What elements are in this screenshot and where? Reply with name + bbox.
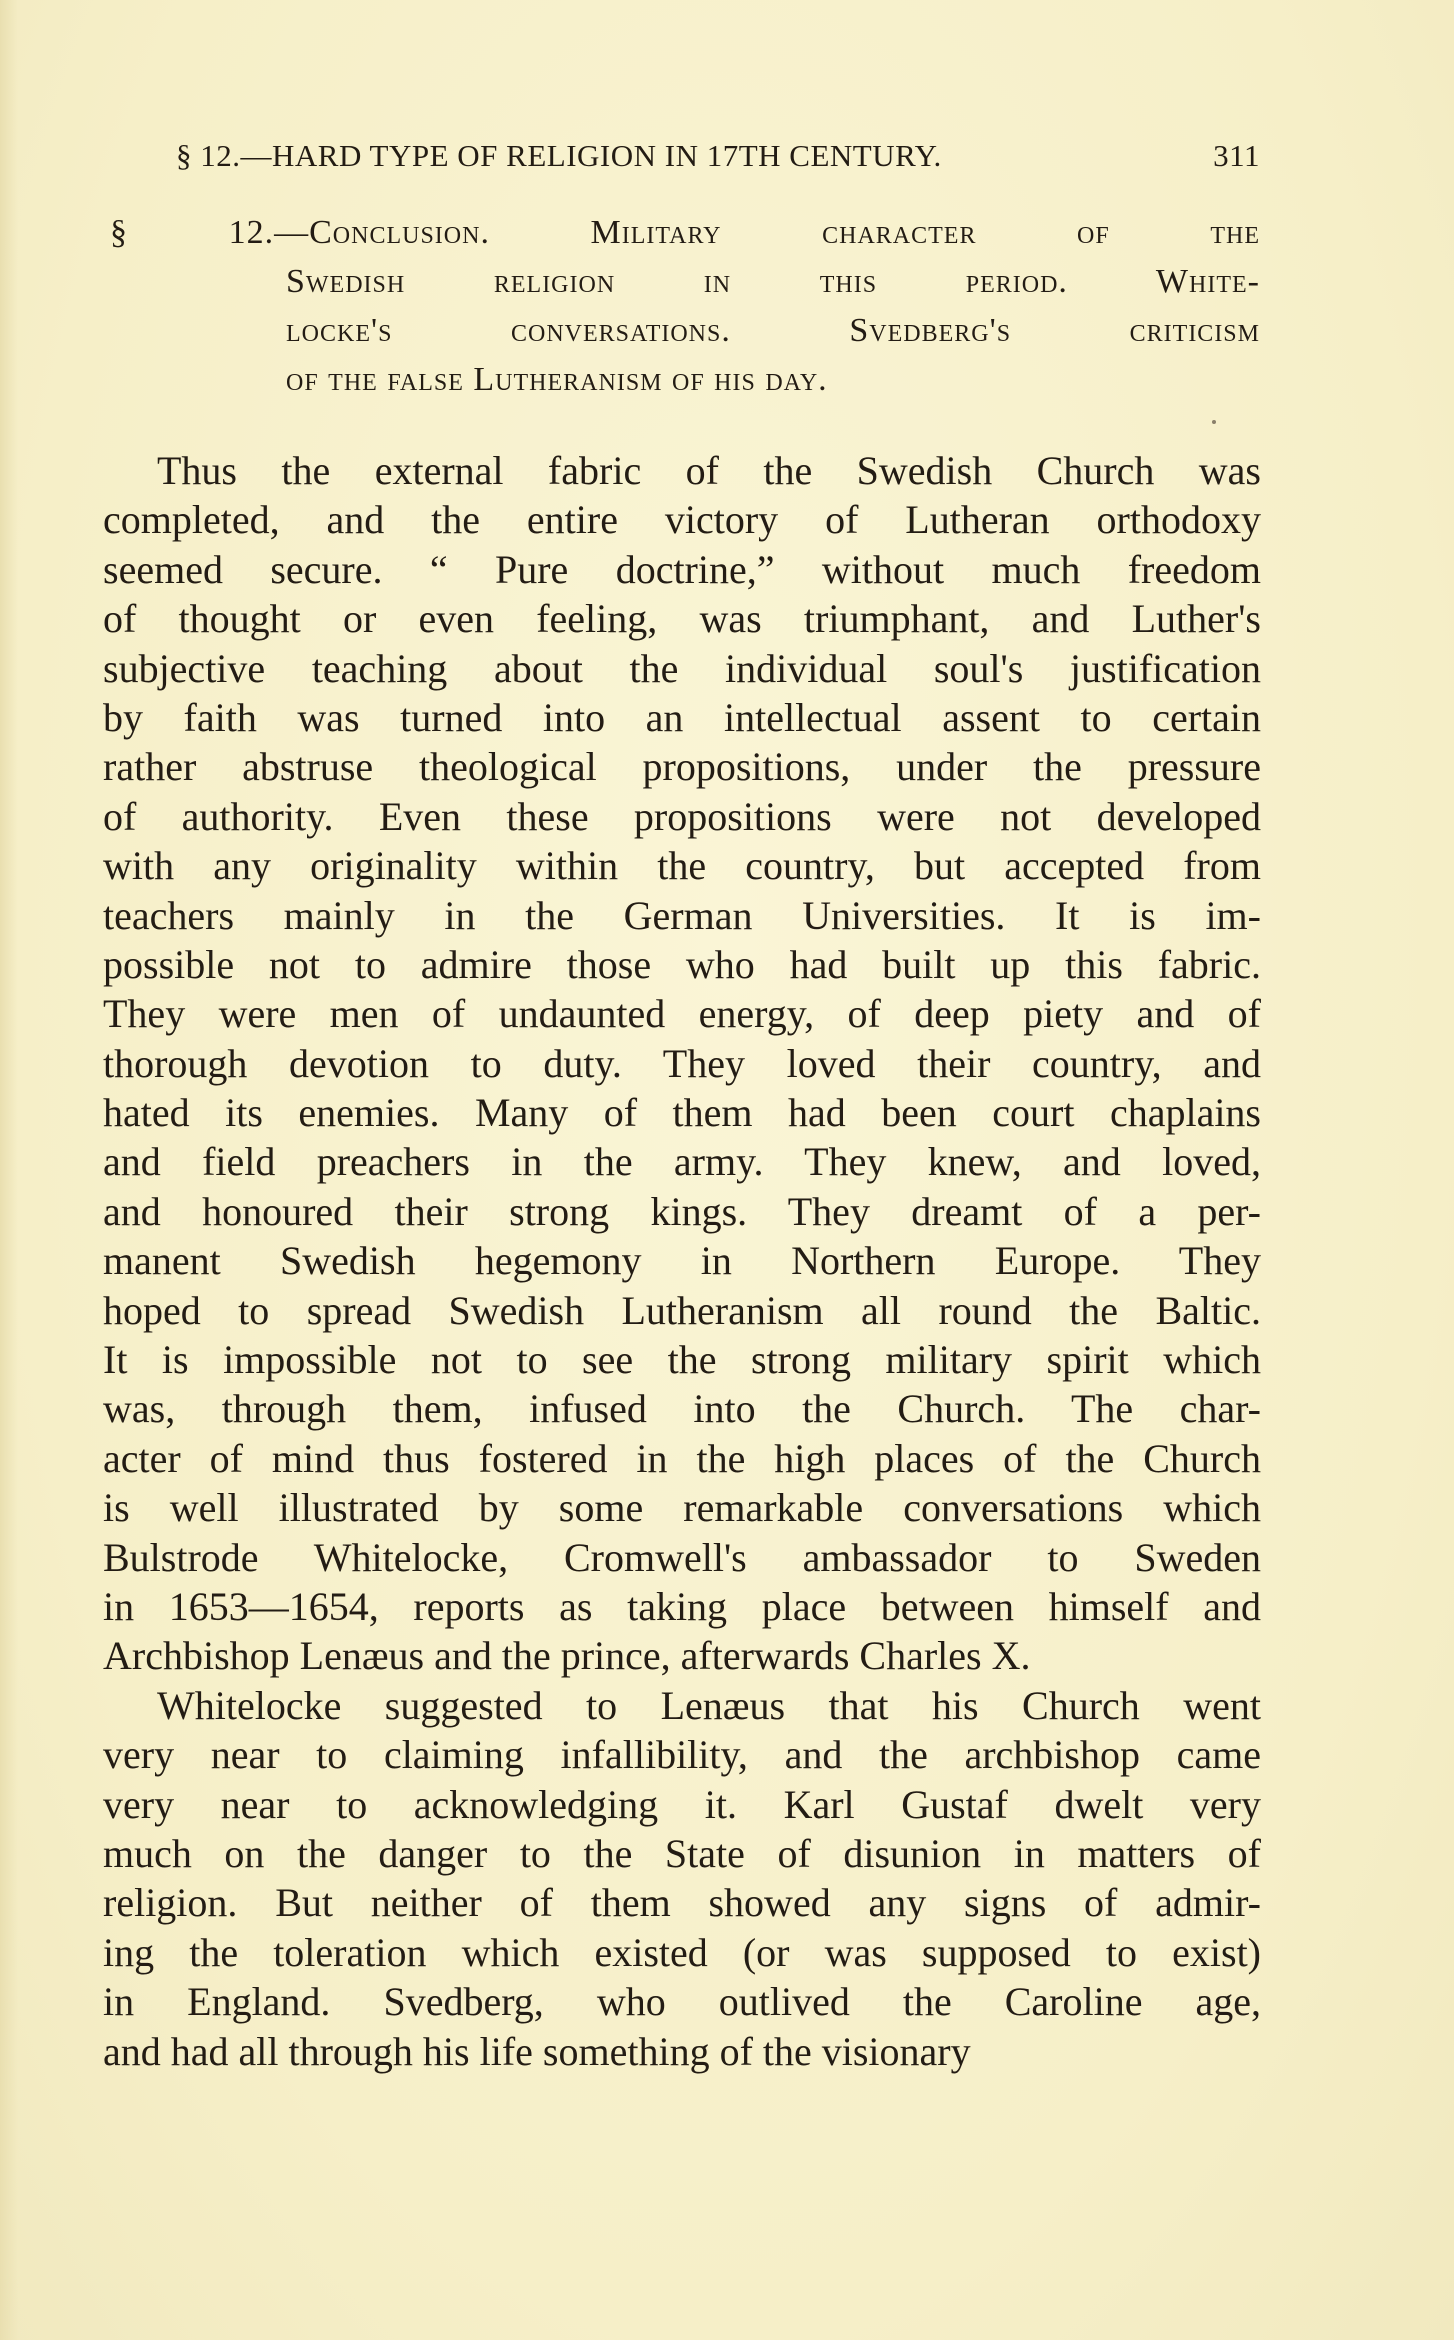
paragraph-line: in 1653—1654, reports as taking place between himself and xyxy=(103,1583,1261,1629)
section-heading-line: of the false Lutheranism of his day. xyxy=(286,361,828,398)
paragraph-line: acter of mind thus fostered in the high places of the Church xyxy=(103,1435,1261,1481)
paragraph-line: Bulstrode Whitelocke, Cromwell's ambassador to Sweden xyxy=(103,1534,1261,1580)
paragraph-first-line: Whitelocke suggested to Lenæus that his Church went xyxy=(157,1682,1261,1728)
paragraph-line: subjective teaching about the individual soul's justification xyxy=(103,645,1261,691)
paragraph-line: Archbishop Lenæus and the prince, afterwards Charles X. xyxy=(103,1633,1031,1679)
paragraph-first-line: Thus the external fabric of the Swedish Church was xyxy=(157,448,1261,493)
paragraph-line: of thought or even feeling, was triumphant, and Luther's xyxy=(103,596,1261,642)
print-speck xyxy=(1212,420,1216,424)
paragraph-line: of authority. Even these propositions were not developed xyxy=(103,793,1261,839)
paragraph-line: manent Swedish hegemony in Northern Europe. They xyxy=(103,1238,1261,1284)
running-head-title: § 12.—HARD TYPE OF RELIGION IN 17TH CENTURY. xyxy=(176,138,942,173)
paragraph-line: hated its enemies. Many of them had been court chaplains xyxy=(103,1090,1261,1136)
paragraph-line: It is impossible not to see the strong military spirit which xyxy=(103,1337,1261,1383)
paragraph-line: very near to acknowledging it. Karl Gustaf dwelt very xyxy=(103,1781,1261,1827)
paragraph-line: much on the danger to the State of disunion in matters of xyxy=(103,1830,1261,1876)
paragraph-line: with any originality within the country, but accepted from xyxy=(103,843,1261,889)
paragraph-line: teachers mainly in the German Universities. It is im- xyxy=(103,892,1261,938)
paragraph-line: seemed secure. “ Pure doctrine,” without much freedom xyxy=(103,546,1261,592)
paragraph-line: completed, and the entire victory of Lutheran orthodoxy xyxy=(103,497,1261,543)
paragraph-line: and had all through his life something of the visionary xyxy=(103,2028,971,2074)
paragraph-line: thorough devotion to duty. They loved their country, and xyxy=(103,1040,1261,1086)
paragraph-line: by faith was turned into an intellectual assent to certain xyxy=(103,694,1261,740)
paragraph-line: is well illustrated by some remarkable conversations which xyxy=(103,1485,1261,1531)
paragraph-line: religion. But neither of them showed any signs of admir- xyxy=(103,1880,1261,1926)
page-edge-shadow xyxy=(0,0,18,2340)
paragraph-line: hoped to spread Swedish Lutheranism all round the Baltic. xyxy=(103,1287,1261,1333)
running-head xyxy=(176,138,1260,186)
paragraph-line: in England. Svedberg, who outlived the Caroline age, xyxy=(103,1979,1261,2025)
paragraph-line: possible not to admire those who had built up this fabric. xyxy=(103,941,1261,987)
paragraph-line: and field preachers in the army. They knew, and loved, xyxy=(103,1139,1261,1185)
body-text xyxy=(103,446,1261,2076)
paragraph-line: was, through them, infused into the Church. The char- xyxy=(103,1386,1261,1432)
page-number: 311 xyxy=(1213,138,1260,173)
section-heading-line: Swedish religion in this period. White- xyxy=(286,263,1260,300)
paragraph-line: They were men of undaunted energy, of deep piety and of xyxy=(103,991,1261,1037)
paragraph-line: ing the toleration which existed (or was supposed to exist) xyxy=(103,1929,1261,1975)
section-heading xyxy=(110,208,1260,404)
paragraph-line: and honoured their strong kings. They dreamt of a per- xyxy=(103,1188,1261,1234)
section-heading-line: locke's conversations. Svedberg's criticism xyxy=(286,312,1260,349)
paragraph-line: very near to claiming infallibility, and the archbishop came xyxy=(103,1732,1261,1778)
paragraph-line: rather abstruse theological propositions, under the pressure xyxy=(103,744,1261,790)
section-heading-line: § 12.—Conclusion. Military character of the xyxy=(110,214,1260,251)
